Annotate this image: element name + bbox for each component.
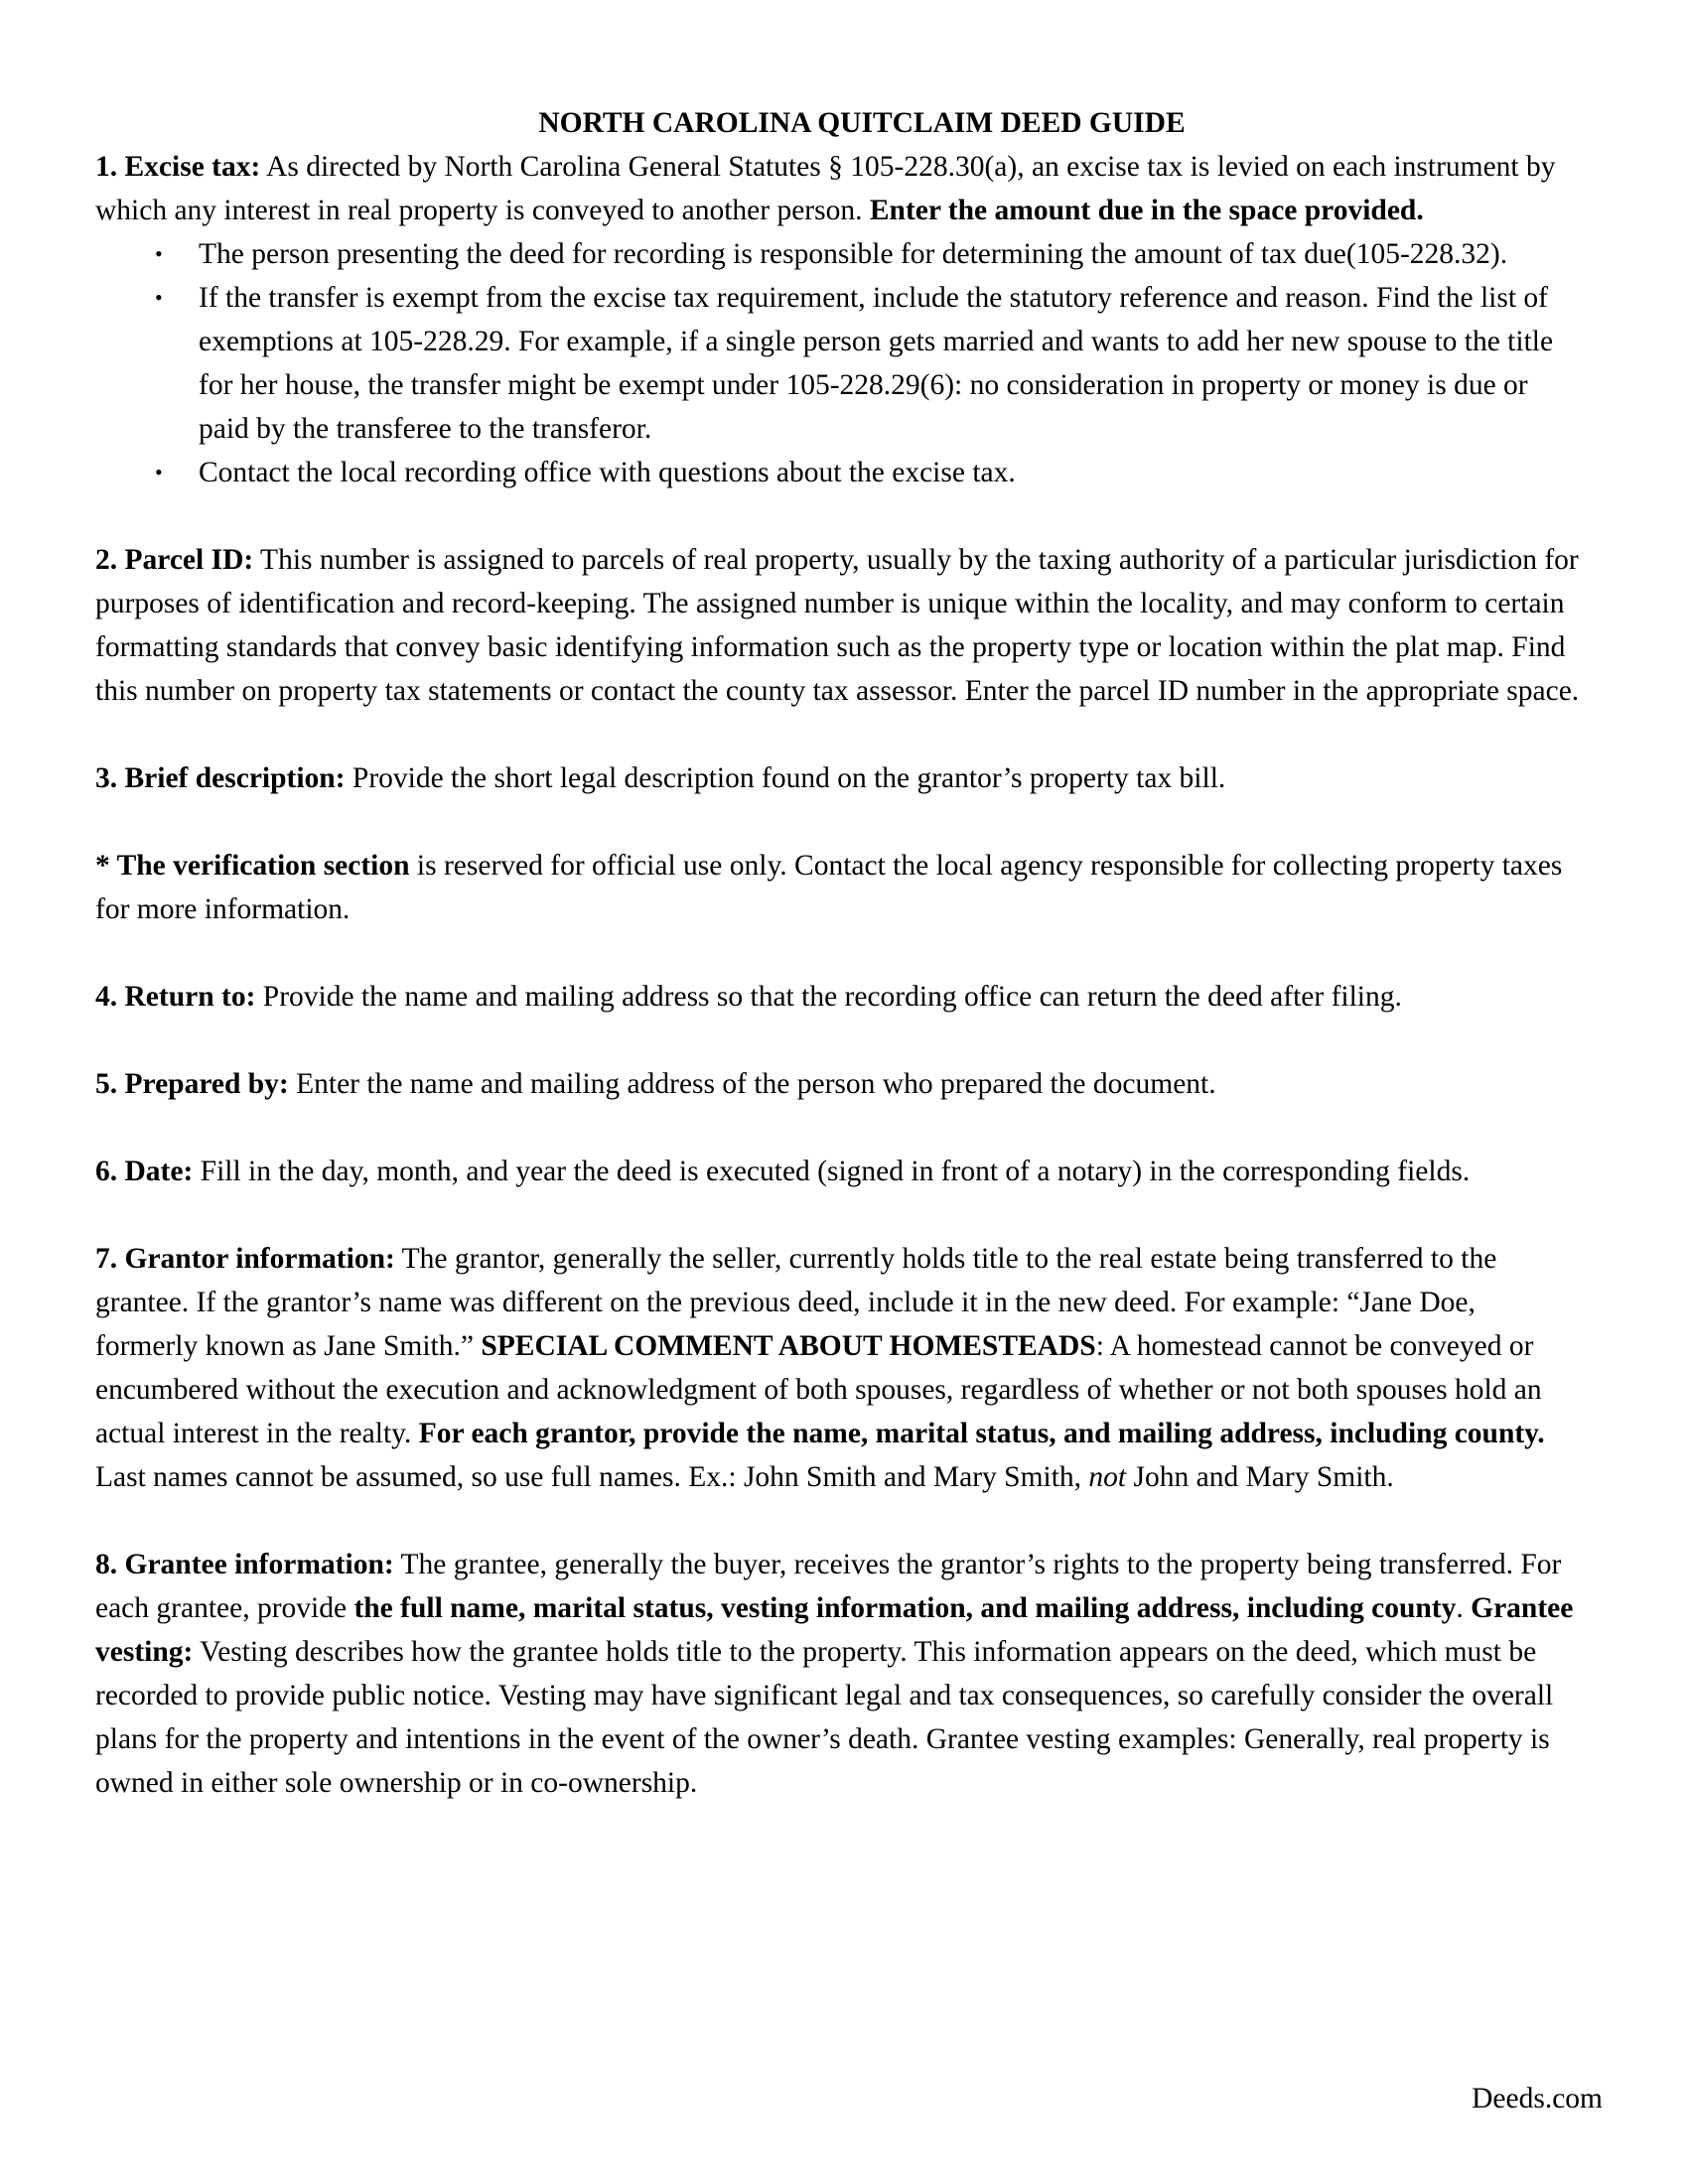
section-brief-description: 3. Brief description: Provide the short legal description found on the grantor’s property tax bill. <box>95 762 1226 794</box>
section-label: 6. Date: <box>95 1156 194 1187</box>
excise-tax-bullets <box>95 232 1585 494</box>
section-parcel-id: 2. Parcel ID: This number is assigned to parcels of real property, usually by the taxing authority of a particular jurisdiction for purposes of identification and record-keeping. The assigned number is unique within the locality, and may conform to certain formatting standards that convey basic identifying information such as the property type or location within the plat map. Find this number on property tax statements or contact the county tax assessor. Enter the parcel ID number in the appropriate space. <box>95 544 1580 707</box>
bullet-icon: • <box>155 241 163 266</box>
bullet-icon: • <box>155 460 163 484</box>
footer-brand: Deeds.com <box>1472 2083 1603 2115</box>
section-label: * The verification section <box>95 850 410 882</box>
list-item: • The person presenting the deed for recording is responsible for determining the amount of tax due(105-228.32). <box>95 232 1585 276</box>
section-label: 7. Grantor information: <box>95 1243 395 1275</box>
page-title: NORTH CAROLINA QUITCLAIM DEED GUIDE <box>538 107 1186 139</box>
section-prepared-by: 5. Prepared by: Enter the name and mailing address of the person who prepared the document. <box>95 1068 1216 1100</box>
section-grantor-information: 7. Grantor information: The grantor, generally the seller, currently holds title to the real estate being transferred to the grantee. If the grantor’s name was different on the previous deed, include it in the new deed. For example: “Jane Doe, formerly known as Jane Smith.” SPECIAL COMMENT ABOUT HOMESTEADS: A homestead cannot be conveyed or encumbered without the execution and acknowledgment of both spouses, regardless of whether or not both spouses hold an actual interest in the realty. For each grantor, provide the name, marital status, and mailing address, including county. Last names cannot be assumed, so use full names. Ex.: John Smith and Mary Smith, not John and Mary Smith. <box>95 1243 1545 1493</box>
section-excise-tax: 1. Excise tax: As directed by North Carolina General Statutes § 105-228.30(a), an excise tax is levied on each instrument by which any interest in real property is conveyed to another person. Enter the amount due in the space provided. <box>95 151 1556 226</box>
list-item: • If the transfer is exempt from the excise tax requirement, include the statutory reference and reason. Find the list of exemptions at 105-228.29. For example, if a single person gets married and wants to add her new spouse to the title for her house, the transfer might be exempt under 105-228.29(6): no consideration in property or money is due or paid by the transferee to the transferor. <box>95 276 1585 451</box>
section-label: 4. Return to: <box>95 981 256 1013</box>
document-page <box>95 101 1585 1805</box>
section-date: 6. Date: Fill in the day, month, and year the deed is executed (signed in front of a notary) in the corresponding fields. <box>95 1156 1471 1187</box>
section-label: 1. Excise tax: <box>95 151 261 183</box>
section-label: 5. Prepared by: <box>95 1068 289 1100</box>
section-grantee-information: 8. Grantee information: The grantee, generally the buyer, receives the grantor’s rights to the property being transferred. For each grantee, provide the full name, marital status, vesting information, and mailing address, including county. Grantee vesting: Vesting describes how the grantee holds title to the property. This information appears on the deed, which must be recorded to provide public notice. Vesting may have significant legal and tax consequences, so carefully consider the overall plans for the property and intentions in the event of the owner’s death. Grantee vesting examples: Generally, real property is owned in either sole ownership or in co-ownership. <box>95 1549 1574 1799</box>
list-item: • Contact the local recording office with questions about the excise tax. <box>95 451 1585 494</box>
section-return-to: 4. Return to: Provide the name and mailing address so that the recording office can return the deed after filing. <box>95 981 1402 1013</box>
section-label: 3. Brief description: <box>95 762 346 794</box>
section-label: 2. Parcel ID: <box>95 544 254 576</box>
section-verification: * The verification section is reserved for official use only. Contact the local agency responsible for collecting property taxes for more information. <box>95 850 1563 925</box>
section-label: 8. Grantee information: <box>95 1549 394 1580</box>
bullet-icon: • <box>155 285 163 310</box>
